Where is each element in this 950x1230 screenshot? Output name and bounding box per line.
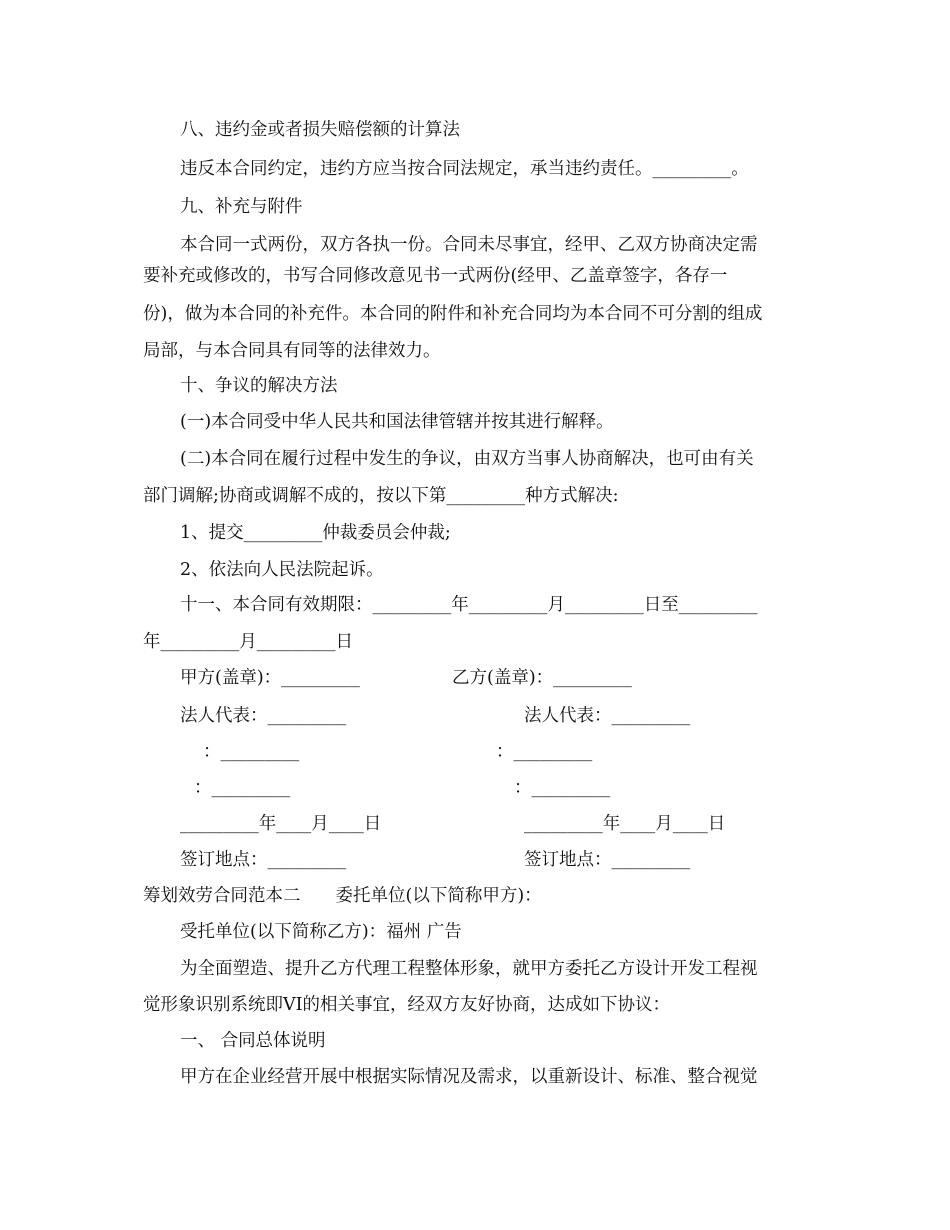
paragraph-line: 份)，做为本合同的补充件。本合同的附件和补充合同均为本合同不可分割的组成 bbox=[143, 304, 763, 324]
list-item: 1、提交_________仲裁委员会仲裁; bbox=[180, 523, 451, 543]
paragraph-line: 年_________月_________日 bbox=[143, 632, 353, 652]
paragraph-line: 本合同一式两份，双方各执一份。合同未尽事宜，经甲、乙双方协商决定需 bbox=[180, 235, 758, 255]
party-a-blank: ：_________ bbox=[194, 778, 291, 798]
party-a-date: _________年____月____日 bbox=[180, 814, 382, 834]
paragraph-line: 违反本合同约定，违约方应当按合同法规定，承当违约责任。_________。 bbox=[180, 159, 749, 179]
contract-title-line: 筹划效劳合同范本二 委托单位(以下简称甲方)： bbox=[143, 886, 542, 906]
party-a-place: 签订地点：_________ bbox=[180, 850, 347, 870]
paragraph-line: 局部，与本合同具有同等的法律效力。 bbox=[143, 341, 441, 361]
paragraph-line: 部门调解;协商或调解不成的，按以下第_________种方式解决: bbox=[143, 486, 619, 506]
paragraph-line: 要补充或修改的，书写合同修改意见书一式两份(经甲、乙盖章签字，各存一 bbox=[143, 266, 728, 286]
party-b-place: 签订地点：_________ bbox=[524, 850, 691, 870]
paragraph-line: 为全面塑造、提升乙方代理工程整体形象，就甲方委托乙方设计开发工程视 bbox=[180, 959, 758, 979]
section-heading: 九、补充与附件 bbox=[180, 197, 303, 217]
paragraph-line: 觉形象识别系统即VI的相关事宜，经双方友好协商，达成如下协议： bbox=[143, 995, 671, 1015]
paragraph-line: 甲方在企业经营开展中根据实际情况及需求，以重新设计、标准、整合视觉 bbox=[180, 1067, 758, 1087]
paragraph-line: 受托单位(以下简称乙方)：福州 广告 bbox=[180, 922, 462, 942]
section-heading: 一、 合同总体说明 bbox=[180, 1031, 326, 1051]
section-heading: 八、违约金或者损失赔偿额的计算法 bbox=[180, 120, 460, 140]
party-a-representative: 法人代表：_________ bbox=[180, 706, 347, 726]
paragraph-line: (一)本合同受中华人民共和国法律管辖并按其进行解释。 bbox=[180, 412, 614, 432]
section-heading: 十、争议的解决方法 bbox=[180, 376, 338, 396]
paragraph-line: 十一、本合同有效期限：_________年_________月_________日至_________ bbox=[180, 595, 758, 615]
list-item: 2、依法向人民法院起诉。 bbox=[180, 560, 384, 580]
party-b-seal: 乙方(盖章)：_________ bbox=[452, 668, 632, 688]
party-b-representative: 法人代表：_________ bbox=[524, 706, 691, 726]
party-a-seal: 甲方(盖章)：_________ bbox=[180, 668, 360, 688]
party-a-blank: ：_________ bbox=[203, 742, 300, 762]
party-b-blank: ：_________ bbox=[514, 778, 611, 798]
party-b-date: _________年____月____日 bbox=[524, 814, 726, 834]
party-b-blank: ：_________ bbox=[496, 742, 593, 762]
paragraph-line: (二)本合同在履行过程中发生的争议，由双方当事人协商解决，也可由有关 bbox=[180, 449, 754, 469]
